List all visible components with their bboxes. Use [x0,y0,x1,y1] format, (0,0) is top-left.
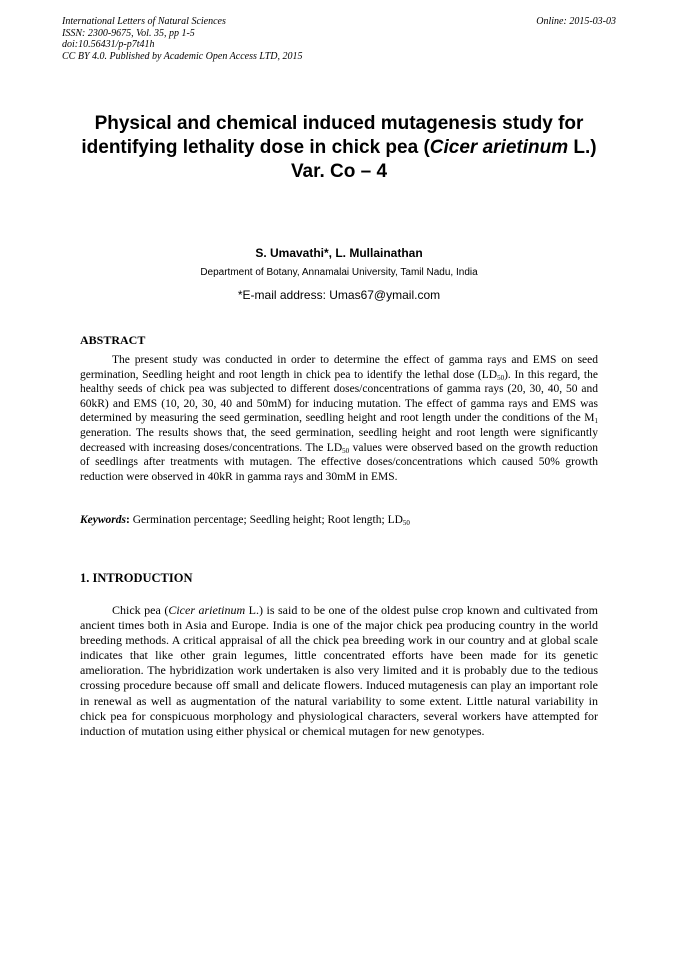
ld50-subscript-2: 50 [342,446,350,455]
keywords-label: Keywords [80,514,126,526]
affiliation: Department of Botany, Annamalai University, Tamil Nadu, India [200,267,478,278]
introduction-body [80,603,598,739]
running-header [62,16,616,62]
corresponding-email: *E-mail address: Umas67@ymail.com [237,288,441,302]
intro-text-1: Chick pea ( [112,603,169,617]
paper-title [80,112,598,184]
introduction-heading: 1. INTRODUCTION [80,571,193,585]
online-date: Online: 2015-03-03 [536,16,616,27]
issn-volume: ISSN: 2300-9675, Vol. 35, pp 1-5 [62,27,195,39]
intro-species-italic: Cicer arietinum [168,603,246,617]
journal-name: International Letters of Natural Sciences [62,16,226,27]
title-text-1: Physical and chemical induced mutagenesis study for identifying lethality dose in chick pea ( [81,113,584,158]
abstract-text-3: generation. The results shows that, the seed germination, seedling height and root length were significantly decreased with increasing doses/concentrations. The LD [80,426,598,454]
abstract-text-2: ). In this regard, the healthy seeds of chick pea was subjected to different doses/concentrations of gamma rays (20, 30, 40, 50 and 60kR) and EMS (10, 20, 30, 40 and 50mM) for inducing mutation. The effect of gamma rays and EMS was determined by measuring the seed germination, seedling height and root length under the conditions of the M [80,368,598,425]
license: CC BY 4.0. Published by Academic Open Access LTD, 2015 [62,50,303,62]
intro-text-2: L.) is said to be one of the oldest pulse crop known and cultivated from ancient times both in Asia and Europe. India is one of the major chick pea producing country in the world breeding methods. A critical appraisal of all the chick pea breeding work in our country and at global scale indicates that like other grain legumes, little concentrated efforts have been made for its genetic amelioration. The hybridization work undertaken is also very limited and it is probably due to the tedious crossing procedure because off small and delicate flowers. Induced mutagenesis can play an important role in renewal as well as augmentation of the natural variability to some extent. Little natural variability in chick pea for conspicuous morphology and physiological characters, several workers have attempted for induction of mutation using either physical or chemical mutagen for new genotypes. [80,603,599,738]
title-text-2: L.) Var. Co – 4 [290,137,597,182]
m1-subscript: 1 [594,417,598,426]
abstract-body [80,353,598,484]
keywords-line [80,513,598,527]
abstract-heading: ABSTRACT [80,333,146,347]
abstract-text-4: values were observed based on the growth reduction of seedlings after treatments with mutagen. The effective doses/concentrations which caused 50% growth reduction were observed in 40kR in gamma rays and 30mM in EMS. [80,441,598,483]
keywords-text: Germination percentage; Seedling height; Root length; LD [129,514,403,526]
keywords-ld50-subscript: 50 [402,519,410,527]
ld50-subscript: 50 [497,373,505,382]
author-list: S. Umavathi*, L. Mullainathan [255,246,423,260]
doi: doi:10.56431/p-p7t41h [62,39,155,50]
keywords-colon: : [126,514,130,526]
title-species-italic: Cicer arietinum [429,137,569,158]
abstract-text-1: The present study was conducted in order to determine the effect of gamma rays and EMS on seed germination, Seedling height and root length in chick pea to identify the lethal dose (LD [80,354,598,381]
